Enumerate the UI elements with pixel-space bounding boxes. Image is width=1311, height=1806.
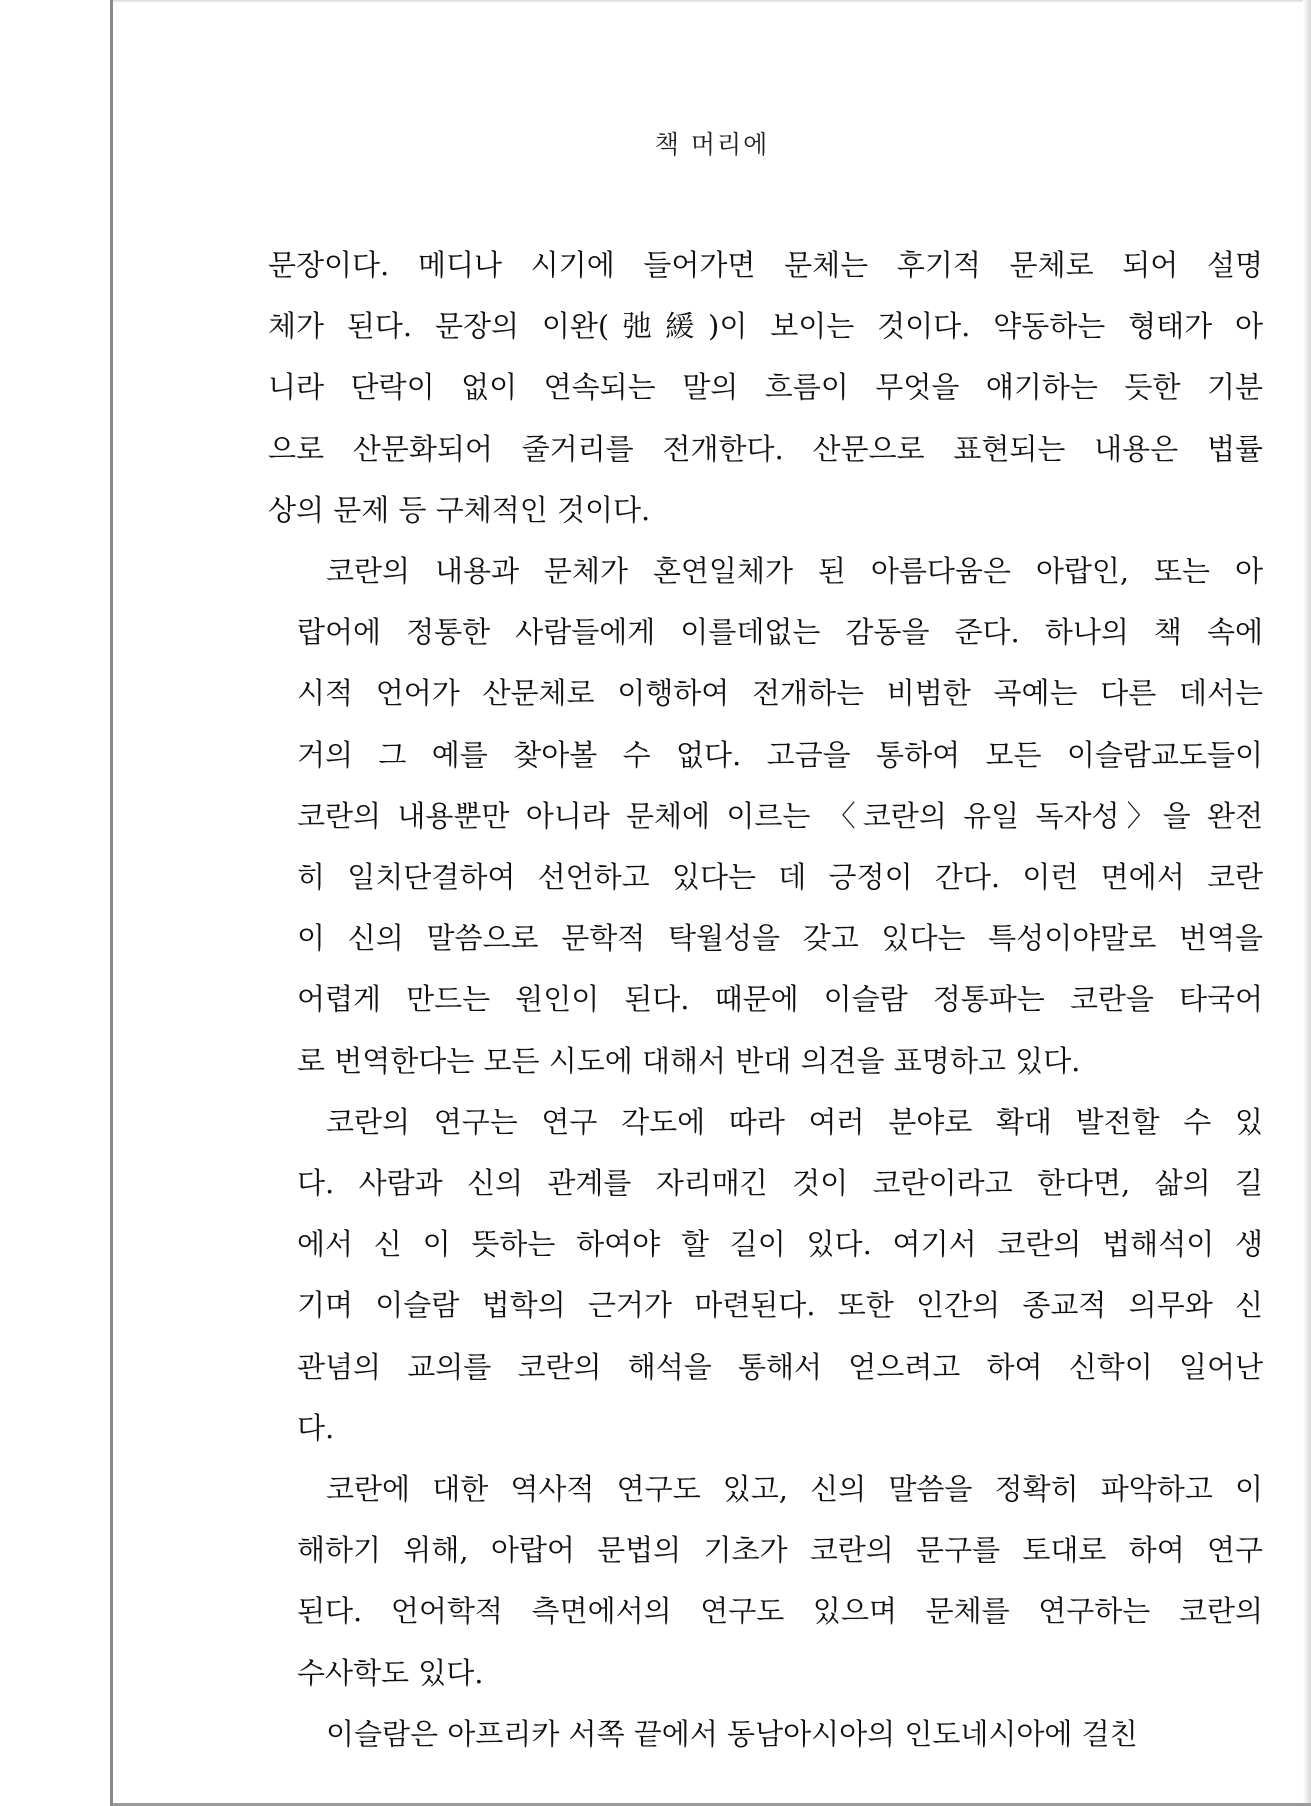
running-head: 책 머리에: [654, 130, 770, 159]
text-line: 코란의 연구는 연구 각도에 따라 여러 분야로 확대 발전할 수 있: [326, 1104, 1263, 1139]
body-text: [268, 235, 1263, 1765]
text-line: 체가 된다. 문장의 이완(弛緩)이 보이는 것이다. 약동하는 형태가 아: [268, 309, 1263, 344]
page-top-edge: [113, 0, 1311, 3]
text-line: 로 번역한다는 모든 시도에 대해서 반대 의견을 표명하고 있다.: [297, 1043, 1081, 1078]
text-line: 코란에 대한 역사적 연구도 있고, 신의 말씀을 정확히 파악하고 이: [326, 1472, 1263, 1507]
paragraph: [268, 235, 1263, 541]
paragraph: [268, 1459, 1263, 1704]
text-line: 코란의 내용뿐만 아니라 문체에 이르는 〈코란의 유일 독자성〉을 완전: [297, 798, 1263, 833]
text-line: 히 일치단결하여 선언하고 있다는 데 긍정이 간다. 이런 면에서 코란: [297, 860, 1263, 895]
text-line: 기며 이슬람 법학의 근거가 마련된다. 또한 인간의 종교적 의무와 신: [297, 1288, 1263, 1323]
paragraph: [268, 1704, 1263, 1765]
text-line: 거의 그 예를 찾아볼 수 없다. 고금을 통하여 모든 이슬람교도들이: [297, 737, 1263, 772]
text-line: 어렵게 만드는 원인이 된다. 때문에 이슬람 정통파는 코란을 타국어: [297, 982, 1263, 1017]
viewer-margin: [0, 0, 110, 1806]
text-line: 수사학도 있다.: [297, 1655, 484, 1690]
text-line: 이슬람은 아프리카 서쪽 끝에서 동남아시아의 인도네시아에 걸친: [326, 1716, 1138, 1751]
text-line: 에서 신 이 뜻하는 하여야 할 길이 있다. 여기서 코란의 법해석이 생: [297, 1227, 1263, 1262]
paragraph: [268, 1092, 1263, 1459]
text-line: 이 신의 말씀으로 문학적 탁월성을 갖고 있다는 특성이야말로 번역을: [297, 921, 1263, 956]
text-line: 니라 단락이 없이 연속되는 말의 흐름이 무엇을 얘기하는 듯한 기분: [268, 370, 1263, 405]
text-line: 으로 산문화되어 줄거리를 전개한다. 산문으로 표현되는 내용은 법률: [268, 431, 1263, 466]
text-line: 된다. 언어학적 측면에서의 연구도 있으며 문체를 연구하는 코란의: [297, 1594, 1263, 1629]
text-line: 상의 문제 등 구체적인 것이다.: [268, 492, 651, 527]
text-line: 관념의 교의를 코란의 해석을 통해서 얻으려고 하여 신학이 일어난: [297, 1349, 1263, 1384]
text-line: 다.: [297, 1410, 335, 1445]
text-line: 시적 언어가 산문체로 이행하여 전개하는 비범한 곡예는 다른 데서는: [297, 676, 1263, 711]
text-line: 문장이다. 메디나 시기에 들어가면 문체는 후기적 문체로 되어 설명: [268, 248, 1263, 282]
page-right-shadow: [1303, 0, 1311, 1806]
paragraph: [268, 541, 1263, 1092]
text-line: 코란의 내용과 문체가 혼연일체가 된 아름다움은 아랍인, 또는 아: [326, 554, 1263, 589]
text-line: 해하기 위해, 아랍어 문법의 기초가 코란의 문구를 토대로 하여 연구: [297, 1533, 1263, 1568]
text-line: 랍어에 정통한 사람들에게 이를데없는 감동을 준다. 하나의 책 속에: [297, 615, 1263, 650]
book-page: [110, 0, 1311, 1806]
text-line: 다. 사람과 신의 관계를 자리매긴 것이 코란이라고 한다면, 삶의 길: [297, 1166, 1263, 1201]
